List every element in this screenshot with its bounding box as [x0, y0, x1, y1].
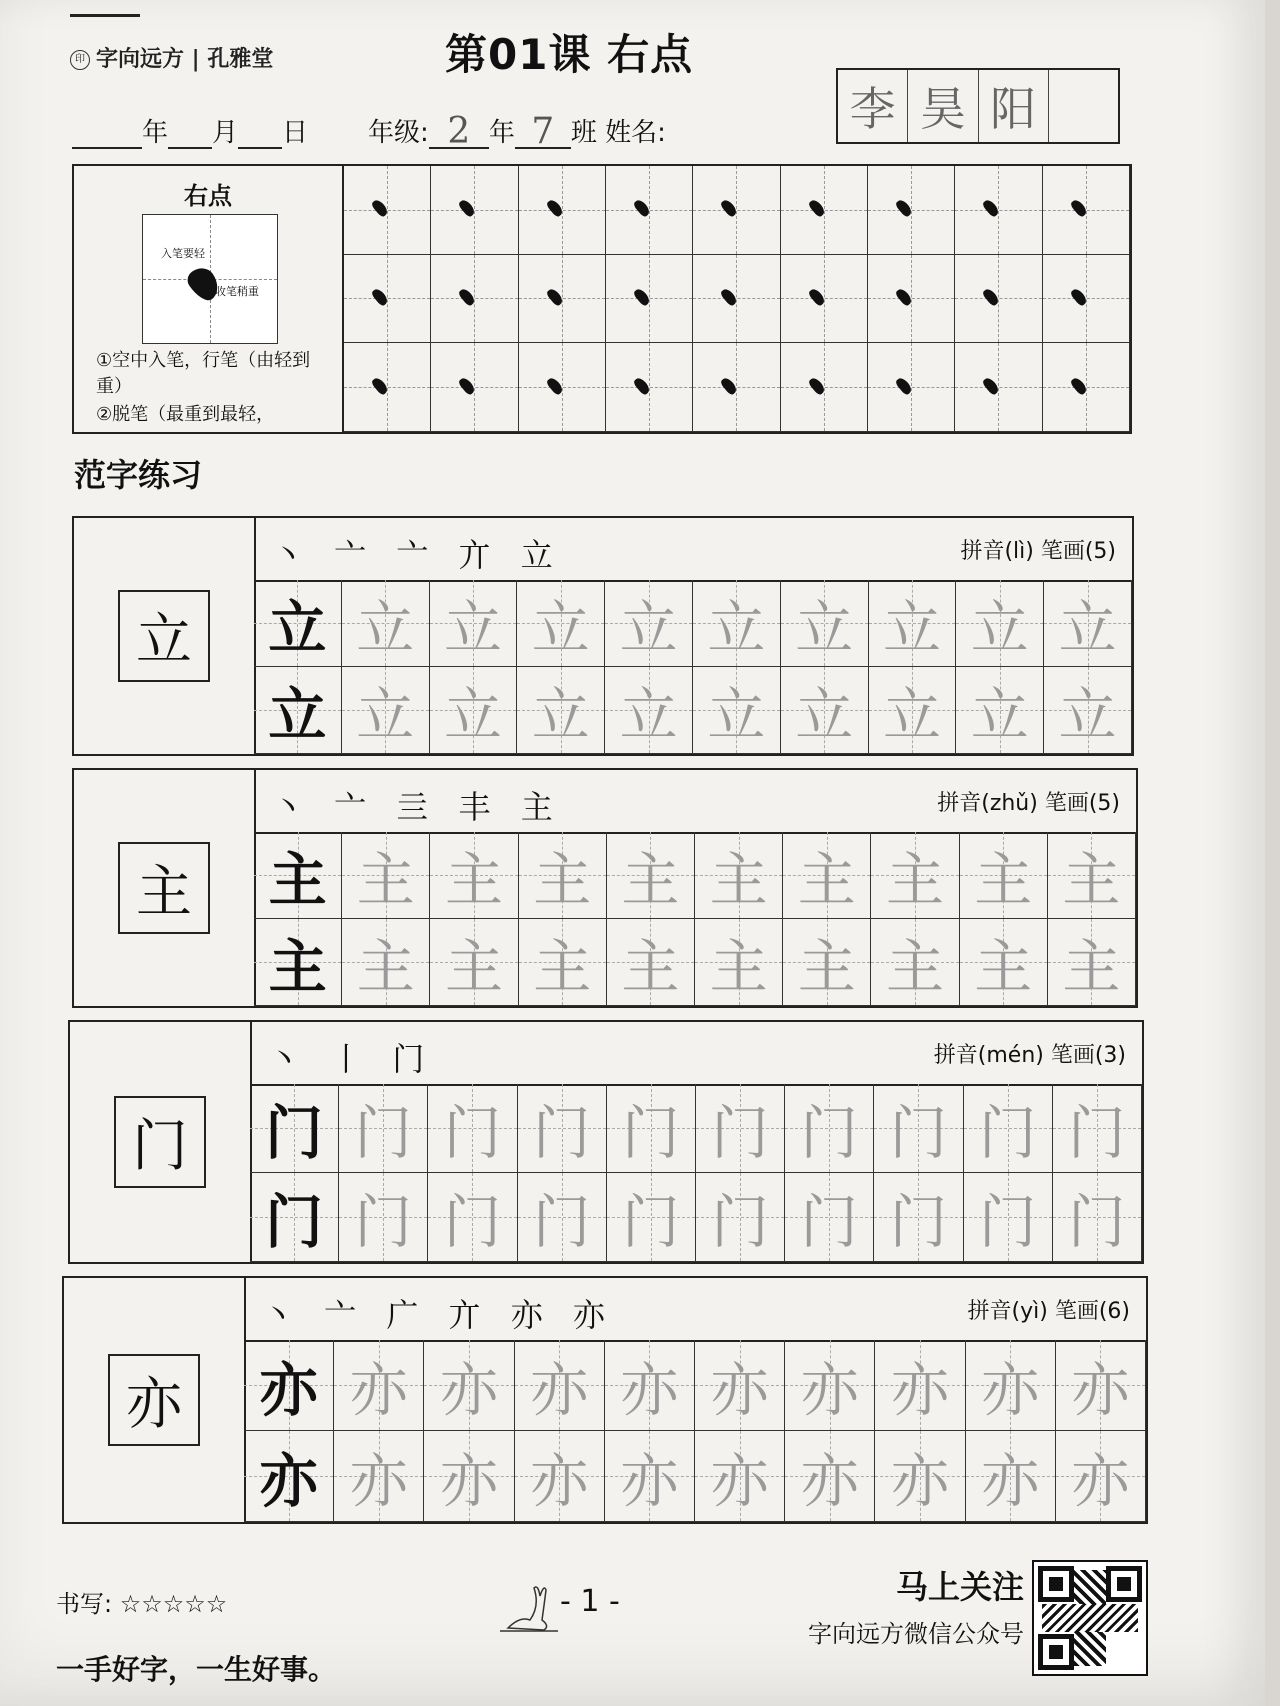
grid-char: 主	[533, 933, 592, 1001]
grid-char: 亦	[620, 1447, 679, 1515]
right-dot-stroke-icon	[807, 376, 826, 396]
trace-char-cell[interactable]	[871, 832, 959, 919]
grid-char: 立	[531, 594, 590, 662]
grid-char: 立	[268, 681, 327, 749]
model-char-panel	[64, 1278, 246, 1522]
grid-char: 门	[1067, 1099, 1126, 1167]
trace-char-cell[interactable]	[869, 667, 957, 754]
trace-char-cell[interactable]	[605, 1431, 695, 1522]
month-label: 月	[212, 118, 239, 148]
name-cell[interactable]: 阳	[979, 70, 1049, 142]
grid-char: 门	[621, 1099, 680, 1167]
grid-char: 门	[711, 1188, 770, 1256]
trace-char-cell[interactable]	[607, 832, 695, 919]
model-char-cell	[254, 832, 342, 919]
trace-char-cell[interactable]	[518, 1173, 607, 1262]
grid-char: 主	[1062, 846, 1121, 914]
grid-char: 亦	[439, 1356, 498, 1424]
trace-char-cell[interactable]	[964, 1084, 1053, 1173]
trace-char-cell[interactable]	[517, 667, 605, 754]
grid-char: 立	[970, 594, 1029, 662]
stroke-practice-cell[interactable]	[344, 166, 431, 255]
right-dot-stroke-icon	[982, 198, 1001, 218]
brand-logo	[70, 42, 273, 73]
model-char-cell	[254, 919, 342, 1006]
trace-char-cell[interactable]	[693, 667, 781, 754]
class-name-label: 班 姓名:	[570, 118, 666, 148]
trace-char-cell[interactable]	[696, 1084, 785, 1173]
month-field[interactable]	[168, 117, 212, 149]
right-dot-stroke-icon	[370, 287, 389, 307]
character-block	[62, 1276, 1148, 1524]
right-dot-stroke-icon	[807, 198, 826, 218]
stroke-order: 丶 亠 广 亣 亦 亦	[262, 1296, 615, 1334]
top-rule	[70, 14, 140, 17]
trace-char-cell[interactable]	[605, 667, 693, 754]
page-number	[500, 1576, 660, 1636]
grid-char: 门	[265, 1099, 324, 1167]
trace-char-cell[interactable]	[515, 1340, 605, 1431]
stroke-practice-cell[interactable]	[606, 166, 693, 255]
trace-char-cell[interactable]	[781, 580, 869, 667]
pinyin-strokes: 拼音(mén) 笔画(3)	[933, 1043, 1126, 1068]
grid-char: 门	[354, 1188, 413, 1256]
stroke-diagram	[142, 214, 278, 344]
grid-char: 亦	[890, 1447, 949, 1515]
qr-code-icon[interactable]	[1032, 1560, 1148, 1676]
page-number-text: - 1 -	[560, 1584, 620, 1619]
grid-char: 立	[531, 681, 590, 749]
trace-char-cell[interactable]	[424, 1340, 514, 1431]
trace-char-cell[interactable]	[875, 1431, 965, 1522]
grid-char: 门	[889, 1099, 948, 1167]
grid-char: 主	[709, 846, 768, 914]
grid-char: 亦	[530, 1356, 589, 1424]
char-header	[254, 518, 1132, 582]
grid-char: 门	[532, 1188, 591, 1256]
grid-char: 立	[443, 594, 502, 662]
grid-char: 主	[1062, 933, 1121, 1001]
pinyin-strokes: 拼音(zhǔ) 笔画(5)	[937, 791, 1120, 816]
right-dot-stroke-icon	[807, 287, 826, 307]
trace-char-cell[interactable]	[334, 1340, 424, 1431]
grid-char: 主	[356, 933, 415, 1001]
trace-char-cell[interactable]	[785, 1084, 874, 1173]
trace-char-cell[interactable]	[342, 832, 430, 919]
trace-char-cell[interactable]	[695, 1340, 785, 1431]
grid-char: 亦	[620, 1356, 679, 1424]
grid-char: 立	[882, 594, 941, 662]
grid-char: 门	[800, 1188, 859, 1256]
trace-char-cell[interactable]	[785, 1431, 875, 1522]
right-dot-stroke-icon	[1069, 198, 1088, 218]
trace-char-cell[interactable]	[693, 580, 781, 667]
character-block	[72, 768, 1138, 1008]
grid-char: 亦	[439, 1447, 498, 1515]
stroke-guide	[74, 166, 344, 432]
stroke-practice-cell[interactable]	[519, 255, 606, 344]
right-dot-stroke-icon	[545, 287, 564, 307]
trace-char-cell[interactable]	[956, 667, 1044, 754]
grid-char: 主	[444, 846, 503, 914]
trace-char-cell[interactable]	[428, 1084, 517, 1173]
right-dot-stroke-icon	[1069, 376, 1088, 396]
name-box[interactable]	[836, 68, 1120, 144]
rabbit-icon	[500, 1576, 560, 1636]
char-header	[254, 770, 1136, 834]
stroke-practice-cell[interactable]	[955, 255, 1042, 344]
grid-char: 亦	[349, 1356, 408, 1424]
trace-char-cell[interactable]	[1048, 832, 1136, 919]
grid-char: 亦	[890, 1356, 949, 1424]
grade-field[interactable]: 2	[429, 117, 489, 149]
trace-char-cell[interactable]	[519, 919, 607, 1006]
year-label: 年	[142, 118, 169, 148]
grid-char: 主	[974, 846, 1033, 914]
stroke-practice-cell[interactable]	[1043, 343, 1130, 432]
stroke-practice-cell[interactable]	[344, 255, 431, 344]
model-char: 门	[114, 1096, 206, 1188]
trace-char-cell[interactable]	[339, 1084, 428, 1173]
right-dot-stroke-icon	[1069, 287, 1088, 307]
grid-char: 立	[356, 681, 415, 749]
trace-char-cell[interactable]	[695, 919, 783, 1006]
model-char: 主	[118, 842, 210, 934]
stroke-title: 右点	[184, 182, 232, 210]
stroke-grid	[344, 166, 1130, 432]
grid-char: 立	[268, 594, 327, 662]
practice-grid	[250, 1084, 1142, 1262]
trace-char-cell[interactable]	[342, 919, 430, 1006]
grid-char: 亦	[259, 1447, 318, 1515]
trace-char-cell[interactable]	[605, 1340, 695, 1431]
model-char-cell	[244, 1340, 334, 1431]
stroke-practice-box	[72, 164, 1132, 434]
pinyin-strokes: 拼音(yì) 笔画(6)	[967, 1299, 1130, 1324]
trace-char-cell[interactable]	[956, 580, 1044, 667]
trace-char-cell[interactable]	[607, 919, 695, 1006]
model-char-cell	[254, 667, 342, 754]
grid-char: 亦	[710, 1356, 769, 1424]
trace-char-cell[interactable]	[869, 580, 957, 667]
stroke-practice-cell[interactable]	[781, 343, 868, 432]
day-field[interactable]	[238, 117, 282, 149]
trace-char-cell[interactable]	[518, 1084, 607, 1173]
grid-char: 主	[444, 933, 503, 1001]
motto: 一手好字，一生好事。	[56, 1653, 337, 1686]
stroke-practice-cell[interactable]	[606, 343, 693, 432]
trace-char-cell[interactable]	[874, 1084, 963, 1173]
stroke-practice-cell[interactable]	[955, 166, 1042, 255]
model-char-panel	[74, 770, 256, 1006]
diagram-label-out: 收笔稍重	[215, 285, 259, 298]
grid-char: 门	[800, 1099, 859, 1167]
pinyin-strokes: 拼音(lì) 笔画(5)	[960, 539, 1116, 564]
trace-char-cell[interactable]	[605, 580, 693, 667]
right-dot-stroke-icon	[632, 287, 651, 307]
stroke-practice-cell[interactable]	[606, 255, 693, 344]
grid-char: 亦	[1071, 1447, 1130, 1515]
day-label: 日	[282, 118, 309, 148]
grid-char: 立	[443, 681, 502, 749]
grid-char: 立	[619, 594, 678, 662]
trace-char-cell[interactable]	[785, 1340, 875, 1431]
grid-char: 主	[974, 933, 1033, 1001]
right-dot-stroke-icon	[545, 198, 564, 218]
grid-char: 立	[619, 681, 678, 749]
model-char-cell	[254, 580, 342, 667]
stroke-practice-cell[interactable]	[955, 343, 1042, 432]
trace-char-cell[interactable]	[517, 580, 605, 667]
grid-char: 主	[797, 933, 856, 1001]
character-block	[68, 1020, 1144, 1264]
right-dot-stroke-icon	[720, 198, 739, 218]
grid-char: 亦	[349, 1447, 408, 1515]
trace-char-cell[interactable]	[964, 1173, 1053, 1262]
name-cell[interactable]	[1049, 70, 1118, 142]
trace-char-cell[interactable]	[1044, 667, 1132, 754]
trace-char-cell[interactable]	[342, 667, 430, 754]
grid-char: 门	[354, 1099, 413, 1167]
stroke-practice-cell[interactable]	[519, 343, 606, 432]
trace-char-cell[interactable]	[519, 832, 607, 919]
model-char: 立	[118, 590, 210, 682]
model-char-cell	[244, 1431, 334, 1522]
trace-char-cell[interactable]	[430, 667, 518, 754]
grid-char: 门	[1067, 1188, 1126, 1256]
grid-char: 主	[356, 846, 415, 914]
class-field[interactable]: 7	[515, 117, 571, 149]
brand-text: 字向远方 | 孔雅堂	[96, 46, 274, 72]
grid-char: 门	[978, 1099, 1037, 1167]
stroke-practice-cell[interactable]	[693, 255, 780, 344]
stroke-practice-cell[interactable]	[519, 166, 606, 255]
grid-char: 门	[265, 1188, 324, 1256]
grid-char: 立	[882, 681, 941, 749]
grid-char: 立	[1058, 594, 1117, 662]
right-dot-stroke-icon	[632, 198, 651, 218]
trace-char-cell[interactable]	[695, 1431, 785, 1522]
trace-char-cell[interactable]	[1056, 1340, 1146, 1431]
trace-char-cell[interactable]	[696, 1173, 785, 1262]
model-char: 亦	[108, 1354, 200, 1446]
grid-char: 主	[885, 933, 944, 1001]
trace-char-cell[interactable]	[339, 1173, 428, 1262]
trace-char-cell[interactable]	[960, 919, 1048, 1006]
stroke-order: 丶 丨 门	[268, 1040, 435, 1078]
grid-char: 立	[707, 594, 766, 662]
grid-char: 主	[533, 846, 592, 914]
grid-char: 门	[978, 1188, 1037, 1256]
follow-subtitle: 字向远方微信公众号	[808, 1620, 1024, 1648]
trace-char-cell[interactable]	[966, 1340, 1056, 1431]
grid-char: 主	[621, 846, 680, 914]
trace-char-cell[interactable]	[1048, 919, 1136, 1006]
trace-char-cell[interactable]	[783, 919, 871, 1006]
char-header	[244, 1278, 1146, 1342]
trace-char-cell[interactable]	[783, 832, 871, 919]
trace-char-cell[interactable]	[334, 1431, 424, 1522]
grid-char: 主	[797, 846, 856, 914]
stroke-practice-cell[interactable]	[693, 166, 780, 255]
grid-char: 立	[795, 681, 854, 749]
stroke-order: 丶 亠 亠 亣 立	[272, 536, 563, 574]
right-dot-stroke-icon	[720, 287, 739, 307]
grid-char: 亦	[981, 1356, 1040, 1424]
right-dot-stroke-icon	[370, 376, 389, 396]
grid-char: 立	[356, 594, 415, 662]
trace-char-cell[interactable]	[1056, 1431, 1146, 1522]
rating: 书写: ☆☆☆☆☆	[56, 1590, 228, 1618]
brand-seal-icon: 印	[70, 50, 90, 70]
character-block	[72, 516, 1134, 756]
grid-char: 立	[1058, 681, 1117, 749]
grid-char: 主	[268, 846, 327, 914]
trace-char-cell[interactable]	[874, 1173, 963, 1262]
name-cell[interactable]: 李	[838, 70, 908, 142]
lesson-title: 第01课 右点	[445, 30, 694, 79]
trace-char-cell[interactable]	[1053, 1173, 1142, 1262]
trace-char-cell[interactable]	[430, 832, 518, 919]
right-dot-stroke-icon	[458, 198, 477, 218]
diagram-label-in: 入笔要轻	[161, 247, 205, 260]
stroke-practice-cell[interactable]	[868, 343, 955, 432]
grid-char: 门	[711, 1099, 770, 1167]
stroke-practice-cell[interactable]	[431, 255, 518, 344]
year-field[interactable]	[72, 117, 142, 149]
follow-block	[762, 1562, 1024, 1649]
grid-char: 门	[443, 1099, 502, 1167]
right-dot-stroke-icon	[894, 198, 913, 218]
stroke-note-1: ①空中入笔，行笔（由轻到重）	[96, 350, 311, 397]
stroke-practice-cell[interactable]	[344, 343, 431, 432]
stroke-practice-cell[interactable]	[693, 343, 780, 432]
practice-grid	[244, 1340, 1146, 1522]
model-char-panel	[74, 518, 256, 754]
practice-grid	[254, 580, 1132, 754]
right-dot-stroke-icon	[982, 287, 1001, 307]
stroke-note-2: ②脱笔（最重到最轻，	[96, 404, 275, 425]
grid-char: 立	[707, 681, 766, 749]
trace-char-cell[interactable]	[515, 1431, 605, 1522]
trace-char-cell[interactable]	[428, 1173, 517, 1262]
char-header	[250, 1022, 1142, 1086]
trace-char-cell[interactable]	[607, 1084, 696, 1173]
name-cell[interactable]: 昊	[908, 70, 978, 142]
grid-char: 门	[532, 1099, 591, 1167]
trace-char-cell[interactable]	[960, 832, 1048, 919]
right-dot-stroke-icon	[370, 198, 389, 218]
trace-char-cell[interactable]	[871, 919, 959, 1006]
grid-char: 亦	[1071, 1356, 1130, 1424]
stroke-practice-cell[interactable]	[1043, 255, 1130, 344]
trace-char-cell[interactable]	[781, 667, 869, 754]
practice-grid	[254, 832, 1136, 1006]
trace-char-cell[interactable]	[342, 580, 430, 667]
stroke-practice-cell[interactable]	[1043, 166, 1130, 255]
trace-char-cell[interactable]	[1044, 580, 1132, 667]
follow-title: 马上关注	[895, 1568, 1024, 1606]
right-dot-stroke-icon	[632, 376, 651, 396]
grid-char: 亦	[710, 1447, 769, 1515]
grid-char: 主	[621, 933, 680, 1001]
right-dot-stroke-icon	[458, 287, 477, 307]
grid-char: 主	[885, 846, 944, 914]
grid-char: 主	[709, 933, 768, 1001]
trace-char-cell[interactable]	[966, 1431, 1056, 1522]
grid-char: 主	[268, 933, 327, 1001]
stroke-practice-cell[interactable]	[868, 166, 955, 255]
grid-char: 亦	[259, 1356, 318, 1424]
grid-char: 门	[889, 1188, 948, 1256]
grid-char: 立	[795, 594, 854, 662]
grid-char: 亦	[530, 1447, 589, 1515]
grid-char: 立	[970, 681, 1029, 749]
model-char-cell	[250, 1173, 339, 1262]
stroke-practice-cell[interactable]	[431, 166, 518, 255]
stroke-practice-cell[interactable]	[868, 255, 955, 344]
right-dot-stroke-icon	[545, 376, 564, 396]
right-dot-stroke-icon	[458, 376, 477, 396]
section-title: 范字练习	[74, 456, 203, 494]
model-char-panel	[70, 1022, 252, 1262]
right-dot-stroke-icon	[982, 376, 1001, 396]
right-dot-stroke-icon	[894, 287, 913, 307]
info-line	[72, 111, 666, 152]
trace-char-cell[interactable]	[430, 580, 518, 667]
model-char-cell	[250, 1084, 339, 1173]
grid-char: 亦	[800, 1356, 859, 1424]
grid-char: 亦	[800, 1447, 859, 1515]
stroke-practice-cell[interactable]	[781, 255, 868, 344]
trace-char-cell[interactable]	[695, 832, 783, 919]
trace-char-cell[interactable]	[430, 919, 518, 1006]
right-dot-stroke-icon	[894, 376, 913, 396]
grid-char: 门	[621, 1188, 680, 1256]
grade-label: 年级:	[368, 118, 429, 148]
grid-char: 亦	[981, 1447, 1040, 1515]
trace-char-cell[interactable]	[607, 1173, 696, 1262]
right-dot-stroke-icon	[720, 376, 739, 396]
trace-char-cell[interactable]	[424, 1431, 514, 1522]
stroke-practice-cell[interactable]	[781, 166, 868, 255]
stroke-practice-cell[interactable]	[431, 343, 518, 432]
trace-char-cell[interactable]	[1053, 1084, 1142, 1173]
trace-char-cell[interactable]	[875, 1340, 965, 1431]
stroke-order: 丶 亠 亖 丰 主	[272, 788, 563, 826]
trace-char-cell[interactable]	[785, 1173, 874, 1262]
grade-year-label: 年	[488, 118, 515, 148]
grid-char: 门	[443, 1188, 502, 1256]
